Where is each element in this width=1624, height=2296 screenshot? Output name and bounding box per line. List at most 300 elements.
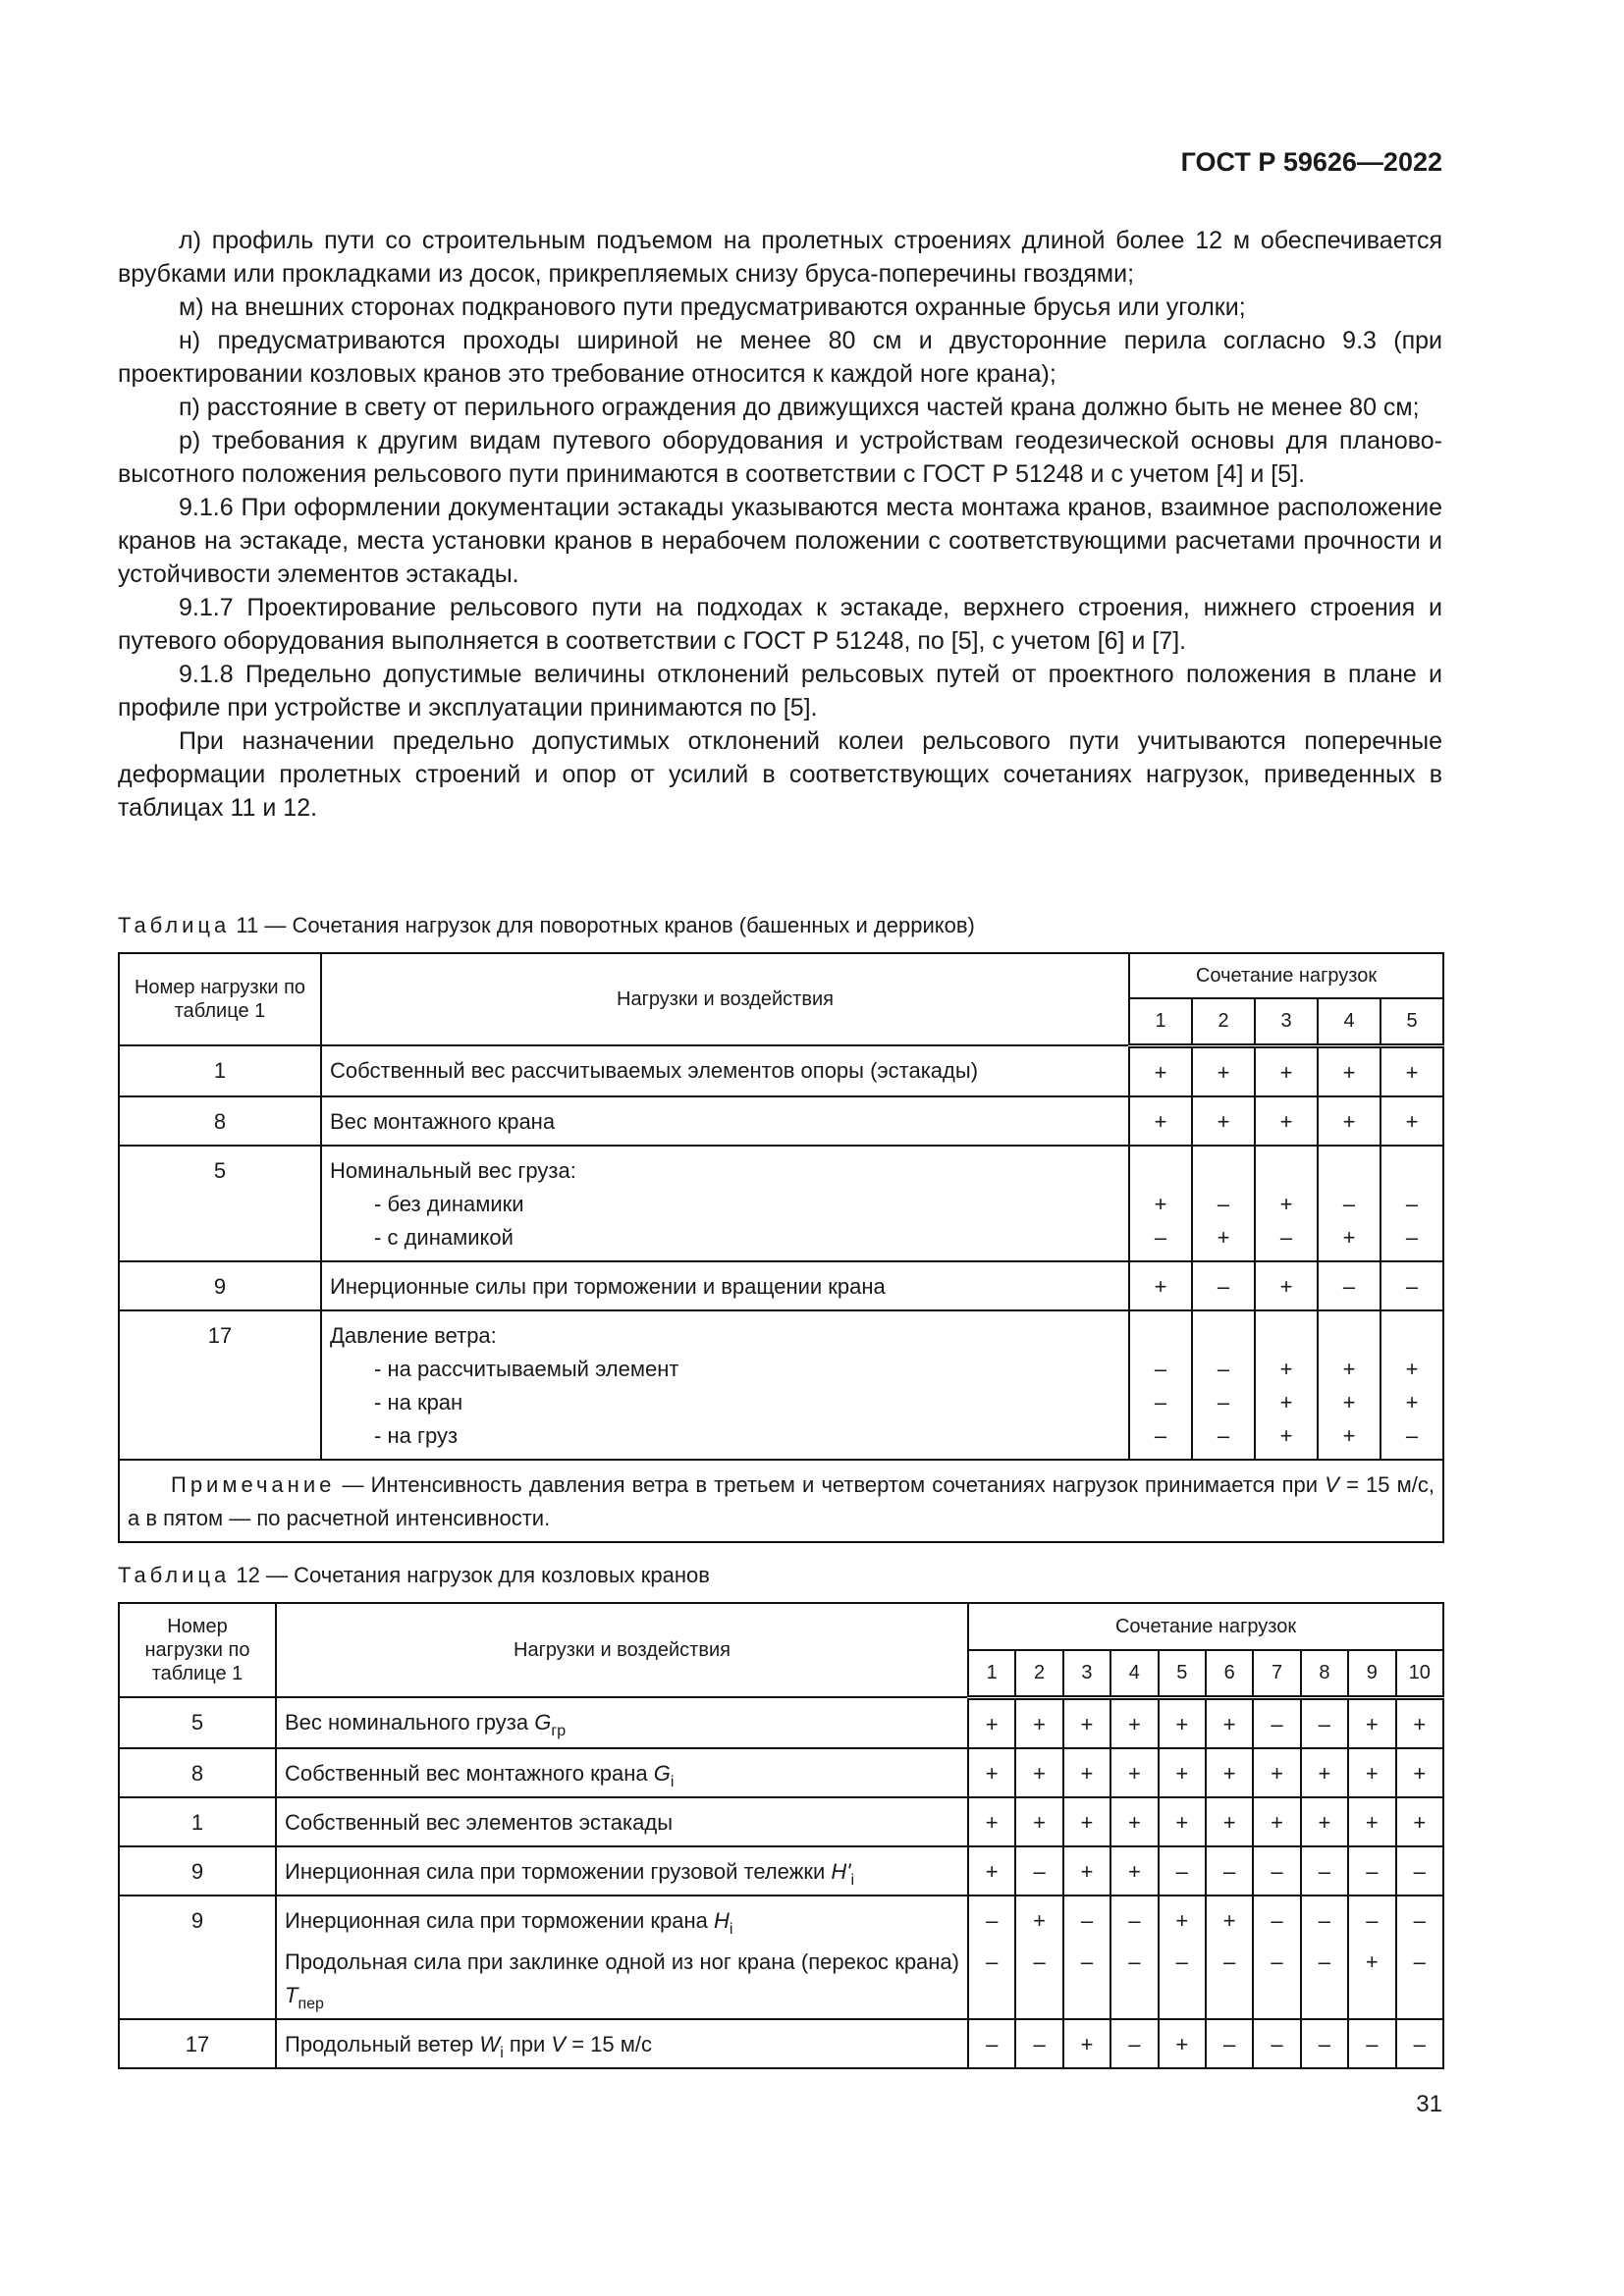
document-id: ГОСТ Р 59626—2022 — [1180, 147, 1442, 177]
combination-cell — [1192, 1261, 1255, 1310]
combination-number: 9 — [1348, 1650, 1395, 1697]
combination-mark: + — [1279, 1356, 1293, 1381]
combination-cell — [1301, 1797, 1348, 1846]
combination-mark: + — [1033, 1760, 1047, 1786]
combination-cell — [1396, 1797, 1444, 1846]
combination-cell — [1015, 1748, 1062, 1797]
combination-cell — [1110, 1697, 1158, 1748]
combination-cell — [1396, 2019, 1444, 2068]
load-description — [321, 1261, 1129, 1310]
combination-cell — [1192, 1146, 1255, 1261]
load-title: Номинальный вес груза: — [330, 1157, 576, 1183]
combination-mark: – — [1128, 1949, 1141, 1974]
combination-cell — [1396, 1846, 1444, 1896]
combination-cell — [1110, 1748, 1158, 1797]
combination-mark: – — [1033, 2031, 1046, 2056]
combination-mark: – — [1318, 1711, 1331, 1736]
combination-mark: + — [1279, 1389, 1293, 1415]
load-number: 9 — [119, 1896, 276, 2019]
combination-mark: + — [1271, 1760, 1283, 1786]
combination-cell — [1348, 1797, 1395, 1846]
combination-cell — [1318, 1096, 1380, 1146]
load-description — [321, 1146, 1129, 1261]
note-text: = 15 м/с, а в пятом — по расчетной интенсивности. — [128, 1471, 1435, 1530]
table-12 — [118, 1602, 1444, 2069]
paragraph: л) профиль пути со строительным подъемом на пролетных строениях длиной более 12 м обеспечивается врубками или прокладками из досок, прикрепляемых снизу бруса-поперечины гвоздями; — [118, 227, 1442, 288]
combination-cell — [1110, 1797, 1158, 1846]
text: Инерционная сила при торможении крана — [285, 1907, 714, 1933]
combination-cell — [1159, 1846, 1206, 1896]
load-line — [285, 1904, 959, 1938]
load-subitem: - без динамики — [330, 1188, 1120, 1221]
combination-mark: + — [1154, 1191, 1167, 1216]
combination-cell — [968, 1797, 1015, 1846]
combination-cell — [1159, 1748, 1206, 1797]
combination-cell — [1110, 2019, 1158, 2068]
load-subitem: - с динамикой — [330, 1221, 1120, 1255]
combination-cell — [1129, 1045, 1192, 1096]
combination-cell — [1015, 1797, 1062, 1846]
combination-mark: – — [1366, 1907, 1379, 1933]
combination-mark: – — [1128, 1907, 1141, 1933]
combination-cell — [1255, 1146, 1318, 1261]
combination-mark: – — [1217, 1191, 1230, 1216]
combination-mark: + — [1405, 1059, 1419, 1085]
combination-cell — [1318, 1146, 1380, 1261]
combination-mark: + — [1279, 1108, 1293, 1134]
combination-number: 8 — [1301, 1650, 1348, 1697]
combination-mark: + — [1175, 2031, 1189, 2056]
combination-number: 7 — [1253, 1650, 1300, 1697]
combination-mark: – — [1223, 1949, 1236, 1974]
combination-mark: – — [1223, 1858, 1236, 1884]
combination-number: 2 — [1015, 1650, 1062, 1697]
combination-cell — [1253, 1896, 1300, 2019]
table-12-caption — [118, 1563, 710, 1588]
table-row — [119, 1797, 1443, 1846]
table-row — [119, 1846, 1443, 1896]
combination-number: 3 — [1063, 1650, 1110, 1697]
combination-mark: – — [986, 1907, 999, 1933]
combination-mark: – — [1318, 2031, 1331, 2056]
load-line — [285, 1806, 959, 1840]
paragraph: 9.1.8 Предельно допустимые величины отклонений рельсовых путей от проектного положения в плане и профиле при устройстве и эксплуатации принимаются по [5]. — [118, 661, 1442, 721]
combination-cell — [1192, 1310, 1255, 1460]
col-header-loads: Нагрузки и воздействия — [276, 1603, 968, 1697]
combination-mark: + — [1279, 1273, 1293, 1299]
combination-mark: + — [1222, 1907, 1236, 1933]
combination-mark: – — [1154, 1356, 1167, 1381]
load-title: Инерционные силы при торможении и вращении крана — [330, 1273, 886, 1299]
combination-mark: – — [1128, 2031, 1141, 2056]
combination-mark: – — [1318, 1907, 1331, 1933]
table-row — [119, 1748, 1443, 1797]
text: Продольная сила при заклинке одной из ног крана (перекос крана) — [285, 1949, 959, 1974]
caption-text: 11 — Сочетания нагрузок для поворотных кранов (башенных и дерриков) — [236, 913, 975, 937]
load-number: 5 — [119, 1146, 321, 1261]
combination-cell — [1063, 2019, 1110, 2068]
variable: T — [285, 1982, 298, 2007]
load-number: 1 — [119, 1045, 321, 1096]
paragraph: 9.1.6 При оформлении документации эстакады указываются места монтажа кранов, взаимное расположение кранов на эстакаде, места установки кранов в нерабочем положении с соответствующими расчетами прочности и устойчивости элементов эстакады. — [118, 494, 1442, 588]
combination-cell — [1318, 1310, 1380, 1460]
combination-cell — [1255, 1045, 1318, 1096]
combination-mark: – — [1271, 1907, 1283, 1933]
combination-mark: – — [1405, 1422, 1419, 1448]
combination-mark: – — [1217, 1356, 1230, 1381]
load-number: 9 — [119, 1261, 321, 1310]
combination-number: 5 — [1380, 998, 1443, 1045]
combination-mark: – — [1217, 1389, 1230, 1415]
combination-cell — [1255, 1096, 1318, 1146]
combination-mark: – — [1080, 1907, 1094, 1933]
col-header-combination: Сочетание нагрузок — [1129, 953, 1443, 998]
combination-cell — [1015, 1896, 1062, 2019]
variable: G — [653, 1760, 671, 1786]
combination-mark: – — [1271, 1949, 1283, 1974]
combination-mark: + — [1342, 1108, 1356, 1134]
load-line — [285, 1706, 959, 1739]
variable: W — [479, 2031, 501, 2056]
combination-mark: + — [1080, 1760, 1094, 1786]
load-title: Собственный вес рассчитываемых элементов опоры (эстакады) — [330, 1058, 979, 1083]
load-subitem: - на рассчитываемый элемент — [330, 1353, 1120, 1386]
combination-cell — [1255, 1310, 1318, 1460]
col-header-combination: Сочетание нагрузок — [968, 1603, 1443, 1650]
combination-mark: – — [986, 1949, 999, 1974]
combination-cell — [1063, 1896, 1110, 2019]
combination-number: 10 — [1396, 1650, 1444, 1697]
combination-mark: + — [1127, 1858, 1141, 1884]
combination-cell — [1253, 2019, 1300, 2068]
caption-prefix: Таблица — [118, 1563, 231, 1587]
combination-mark: + — [1154, 1273, 1167, 1299]
load-line — [285, 1855, 959, 1889]
combination-mark: + — [1222, 1809, 1236, 1835]
col-header-number: Номер нагрузки по таблице 1 — [119, 953, 321, 1045]
subscript: гр — [551, 1723, 567, 1739]
combination-number: 5 — [1159, 1650, 1206, 1697]
table-11-caption — [118, 913, 975, 938]
combination-cell — [1159, 1697, 1206, 1748]
paragraph: р) требования к другим видам путевого оборудования и устройствам геодезической основы для планово-высотного положения рельсового пути принимаются в соответствии с ГОСТ Р 51248 и с учетом [4] и [5]. — [118, 427, 1442, 488]
text: Продольный ветер — [285, 2031, 480, 2056]
load-number: 17 — [119, 1310, 321, 1460]
combination-mark: + — [1175, 1907, 1189, 1933]
combination-cell — [968, 2019, 1015, 2068]
combination-mark: – — [1271, 2031, 1283, 2056]
combination-cell — [1129, 1096, 1192, 1146]
load-number: 8 — [119, 1748, 276, 1797]
combination-mark: + — [985, 1809, 999, 1835]
combination-cell — [1063, 1846, 1110, 1896]
combination-number: 1 — [1129, 998, 1192, 1045]
text: Инерционная сила при торможении грузовой тележки — [285, 1858, 832, 1884]
load-subitem: - на груз — [330, 1419, 1120, 1453]
subscript: i — [729, 1920, 733, 1938]
load-number: 17 — [119, 2019, 276, 2068]
combination-mark: + — [1365, 1711, 1379, 1736]
combination-cell — [1253, 1797, 1300, 1846]
load-description — [321, 1045, 1129, 1096]
combination-mark: – — [1154, 1224, 1167, 1250]
combination-mark: + — [1127, 1711, 1141, 1736]
table-row — [119, 1045, 1443, 1096]
load-description — [276, 1797, 968, 1846]
combination-mark: + — [1342, 1422, 1356, 1448]
table-row — [119, 1310, 1443, 1460]
combination-cell — [1301, 1896, 1348, 2019]
combination-mark: – — [1366, 1858, 1379, 1884]
load-title: Давление ветра: — [330, 1322, 497, 1348]
combination-number: 4 — [1110, 1650, 1158, 1697]
load-description — [276, 1896, 968, 2019]
combination-cell — [1396, 1896, 1444, 2019]
combination-mark: – — [1318, 1949, 1331, 1974]
combination-cell — [1396, 1697, 1444, 1748]
combination-mark: – — [1154, 1422, 1167, 1448]
combination-mark: – — [986, 2031, 999, 2056]
combination-cell — [1110, 1846, 1158, 1896]
combination-cell — [1063, 1748, 1110, 1797]
subscript: i — [670, 1773, 675, 1790]
combination-mark: – — [1279, 1224, 1293, 1250]
combination-mark: + — [1279, 1059, 1293, 1085]
note-label: Примечание — [171, 1471, 336, 1497]
combination-mark: + — [1080, 1809, 1094, 1835]
combination-mark: + — [1127, 1809, 1141, 1835]
variable: H' — [831, 1858, 851, 1884]
combination-cell — [1380, 1096, 1443, 1146]
combination-cell — [1348, 1748, 1395, 1797]
combination-cell — [1206, 1846, 1253, 1896]
combination-mark: + — [985, 1711, 999, 1736]
combination-mark: – — [1080, 1949, 1094, 1974]
load-title: Вес монтажного крана — [330, 1108, 556, 1134]
combination-cell — [968, 1748, 1015, 1797]
combination-cell — [1348, 2019, 1395, 2068]
col-header-number: Номер нагрузки по таблице 1 — [119, 1603, 276, 1697]
combination-mark: + — [1365, 1809, 1379, 1835]
combination-cell — [1159, 1896, 1206, 2019]
load-line — [285, 1757, 959, 1790]
combination-mark: – — [1413, 1907, 1426, 1933]
load-description — [321, 1096, 1129, 1146]
combination-cell — [1206, 1896, 1253, 2019]
combination-mark: – — [1342, 1191, 1356, 1216]
combination-mark: + — [1405, 1356, 1419, 1381]
combination-mark: + — [1318, 1760, 1331, 1786]
combination-cell — [1129, 1146, 1192, 1261]
combination-mark: – — [1405, 1273, 1419, 1299]
load-line — [285, 1946, 959, 2012]
combination-cell — [1129, 1310, 1192, 1460]
combination-mark: + — [1405, 1108, 1419, 1134]
combination-cell — [1206, 1697, 1253, 1748]
variable: V — [551, 2031, 567, 2056]
combination-cell — [1380, 1146, 1443, 1261]
text: Собственный вес монтажного крана — [285, 1760, 654, 1786]
combination-cell — [1206, 2019, 1253, 2068]
combination-mark: + — [1175, 1760, 1189, 1786]
table-row — [119, 1261, 1443, 1310]
text: Вес номинального груза — [285, 1710, 535, 1735]
combination-cell — [1318, 1045, 1380, 1096]
combination-mark: + — [1365, 1760, 1379, 1786]
combination-mark: + — [1279, 1422, 1293, 1448]
combination-mark: + — [1154, 1108, 1167, 1134]
combination-cell — [1159, 1797, 1206, 1846]
combination-mark: – — [1217, 1273, 1230, 1299]
combination-mark: – — [1217, 1422, 1230, 1448]
table-row — [119, 1896, 1443, 2019]
paragraph: 9.1.7 Проектирование рельсового пути на подходах к эстакаде, верхнего строения, нижнего строения и путевого оборудования выполняется в соответствии с ГОСТ Р 51248, по [5], с учетом [6] и [7]. — [118, 594, 1442, 655]
combination-mark: + — [1033, 1809, 1047, 1835]
paragraph: При назначении предельно допустимых отклонений колеи рельсового пути учитываются поперечные деформации пролетных строений и опор от усилий в соответствующих сочетаниях нагрузок, приведенных в таблицах 11 и 12. — [118, 727, 1442, 822]
combination-mark: + — [1080, 1858, 1094, 1884]
combination-mark: – — [1033, 1949, 1046, 1974]
combination-mark: + — [1365, 1949, 1379, 1974]
combination-cell — [1301, 2019, 1348, 2068]
combination-cell — [1253, 1846, 1300, 1896]
page-number: 31 — [1416, 2091, 1442, 2117]
combination-cell — [1206, 1748, 1253, 1797]
text: при — [503, 2031, 552, 2056]
combination-mark: + — [985, 1858, 999, 1884]
combination-cell — [1129, 1261, 1192, 1310]
combination-mark: – — [1318, 1858, 1331, 1884]
combination-cell — [1253, 1748, 1300, 1797]
combination-mark: + — [1080, 2031, 1094, 2056]
combination-mark: – — [1271, 1711, 1283, 1736]
table-row — [119, 1146, 1443, 1261]
combination-mark: + — [1413, 1809, 1427, 1835]
combination-mark: + — [1154, 1059, 1167, 1085]
combination-cell — [1063, 1697, 1110, 1748]
paragraph: п) расстояние в свету от перильного ограждения до движущихся частей крана должно быть не менее 80 см; — [179, 394, 1420, 421]
combination-mark: + — [1222, 1711, 1236, 1736]
combination-mark: + — [1405, 1389, 1419, 1415]
caption-text: 12 — Сочетания нагрузок для козловых кранов — [236, 1563, 710, 1587]
combination-mark: + — [985, 1760, 999, 1786]
combination-number: 4 — [1318, 998, 1380, 1045]
note-variable: V — [1325, 1471, 1339, 1497]
combination-mark: – — [1342, 1273, 1356, 1299]
combination-cell — [1301, 1748, 1348, 1797]
combination-cell — [1348, 1846, 1395, 1896]
body-text — [118, 224, 1442, 825]
combination-mark: + — [1413, 1711, 1427, 1736]
combination-cell — [1348, 1697, 1395, 1748]
caption-prefix: Таблица — [118, 913, 231, 937]
combination-mark: – — [1405, 1191, 1419, 1216]
combination-cell — [1063, 1797, 1110, 1846]
load-number: 5 — [119, 1697, 276, 1748]
text: Собственный вес элементов эстакады — [285, 1809, 674, 1835]
combination-cell — [968, 1846, 1015, 1896]
load-line — [285, 2028, 959, 2061]
combination-mark: + — [1342, 1059, 1356, 1085]
load-number: 1 — [119, 1797, 276, 1846]
combination-mark: – — [1223, 2031, 1236, 2056]
combination-cell — [1348, 1896, 1395, 2019]
combination-mark: + — [1271, 1809, 1283, 1835]
combination-mark: + — [1413, 1760, 1427, 1786]
load-description — [276, 1846, 968, 1896]
paragraph: м) на внешних сторонах подкранового пути предусматриваются охранные брусья или уголки; — [179, 294, 1246, 321]
subscript: i — [850, 1871, 855, 1889]
combination-cell — [1301, 1697, 1348, 1748]
combination-mark: + — [1033, 1711, 1047, 1736]
combination-mark: + — [1080, 1711, 1094, 1736]
load-number: 8 — [119, 1096, 321, 1146]
combination-mark: + — [1318, 1809, 1331, 1835]
combination-number: 2 — [1192, 998, 1255, 1045]
combination-mark: – — [1175, 1858, 1188, 1884]
combination-mark: – — [1271, 1858, 1283, 1884]
combination-mark: + — [1217, 1059, 1230, 1085]
combination-cell — [1301, 1846, 1348, 1896]
combination-mark: – — [1366, 2031, 1379, 2056]
combination-cell — [1192, 1096, 1255, 1146]
combination-cell — [968, 1896, 1015, 2019]
combination-mark: + — [1175, 1711, 1189, 1736]
combination-cell — [968, 1697, 1015, 1748]
combination-cell — [1015, 2019, 1062, 2068]
combination-mark: + — [1279, 1191, 1293, 1216]
note-text: — Интенсивность давления ветра в третьем и четвертом сочетаниях нагрузок принимается при — [335, 1471, 1326, 1497]
combination-cell — [1159, 2019, 1206, 2068]
combination-cell — [1380, 1045, 1443, 1096]
paragraph: н) предусматриваются проходы шириной не менее 80 см и двусторонние перила согласно 9.3 (при проектировании козловых кранов это требование относится к каждой ноге крана); — [118, 327, 1442, 388]
combination-mark: + — [1342, 1356, 1356, 1381]
combination-number: 1 — [968, 1650, 1015, 1697]
combination-cell — [1318, 1261, 1380, 1310]
combination-mark: + — [1127, 1760, 1141, 1786]
combination-mark: – — [1175, 1949, 1188, 1974]
table-row — [119, 1697, 1443, 1748]
load-subitem: - на кран — [330, 1386, 1120, 1419]
combination-cell — [1206, 1797, 1253, 1846]
combination-cell — [1015, 1697, 1062, 1748]
table-row — [119, 1096, 1443, 1146]
subscript: пер — [298, 1995, 324, 2012]
combination-cell — [1380, 1261, 1443, 1310]
combination-mark: + — [1033, 1907, 1047, 1933]
combination-cell — [1255, 1261, 1318, 1310]
variable: H — [713, 1907, 730, 1933]
subscript: i — [500, 2044, 504, 2061]
combination-mark: + — [1342, 1389, 1356, 1415]
load-number: 9 — [119, 1846, 276, 1896]
load-description — [276, 1748, 968, 1797]
combination-mark: – — [1413, 2031, 1426, 2056]
combination-cell — [1015, 1846, 1062, 1896]
table-note — [119, 1460, 1443, 1542]
combination-mark: – — [1033, 1858, 1046, 1884]
combination-mark: – — [1154, 1389, 1167, 1415]
table-row — [119, 2019, 1443, 2068]
combination-mark: – — [1405, 1224, 1419, 1250]
combination-mark: + — [1217, 1224, 1230, 1250]
combination-mark: – — [1413, 1858, 1426, 1884]
table-note-row — [119, 1460, 1443, 1542]
combination-mark: + — [1222, 1760, 1236, 1786]
combination-number: 6 — [1206, 1650, 1253, 1697]
combination-cell — [1192, 1045, 1255, 1096]
load-description — [276, 1697, 968, 1748]
combination-cell — [1110, 1896, 1158, 2019]
